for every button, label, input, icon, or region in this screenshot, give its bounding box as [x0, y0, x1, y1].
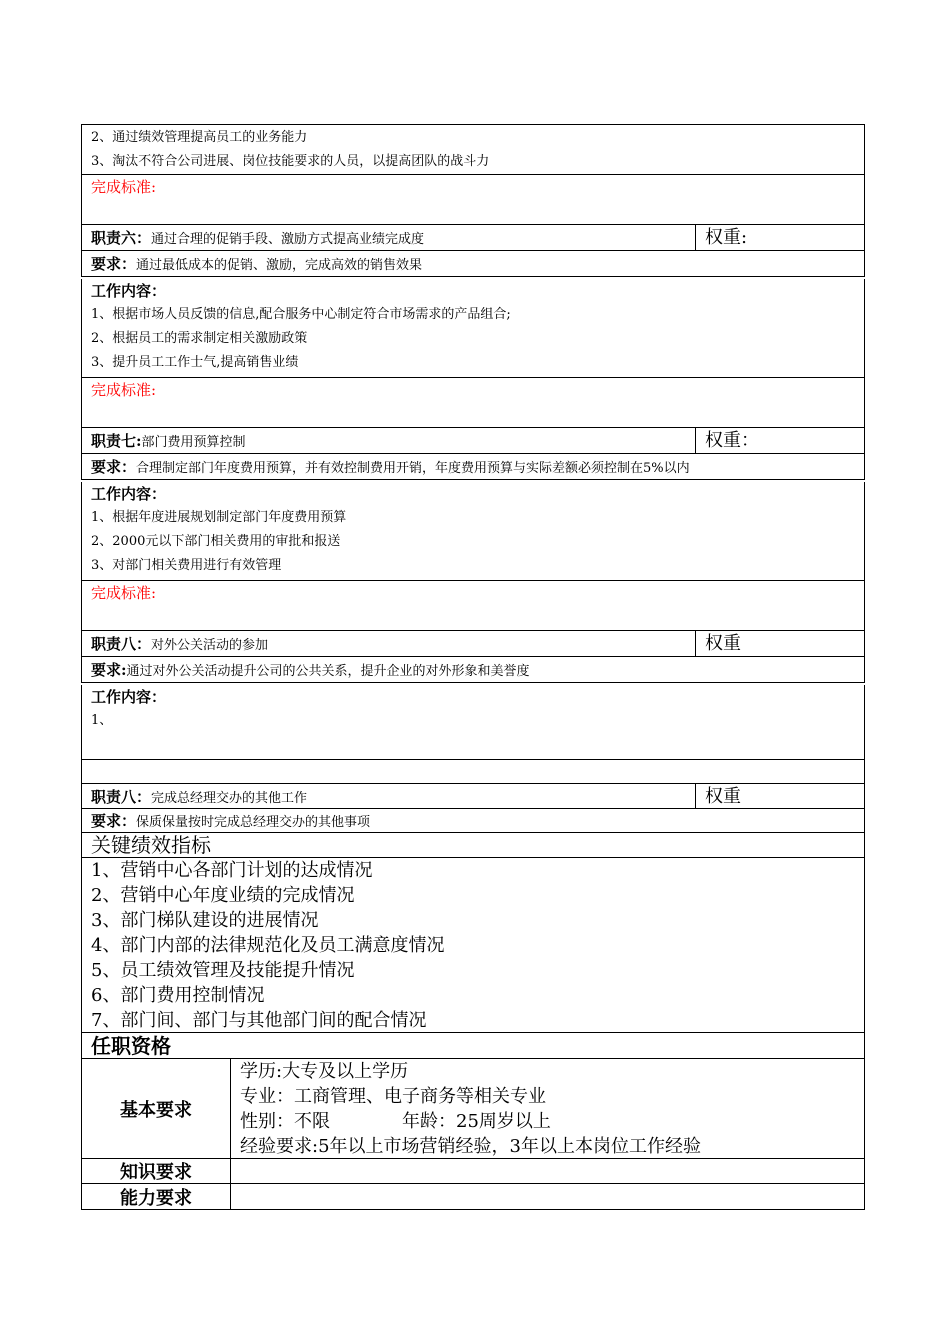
- duty5-standard-row: [81, 175, 865, 225]
- ability-requirements-row: [81, 1184, 865, 1210]
- qualification-heading-row: [81, 1033, 865, 1059]
- work-item: 1、: [91, 713, 113, 728]
- duty5-work-content: [81, 124, 865, 175]
- requirement-label: 要求:: [91, 661, 127, 679]
- duty7-requirement-row: [81, 454, 865, 480]
- duty-title-text: 通过合理的促销手段、激励方式提高业绩完成度: [151, 232, 425, 247]
- completion-standard-label: 完成标准:: [91, 178, 157, 196]
- duty7-title-row: [81, 428, 865, 454]
- weight-label: 权重: [705, 786, 741, 807]
- requirement-text: 保质保量按时完成总经理交办的其他事项: [136, 815, 371, 830]
- requirement-label: 要求：: [91, 255, 137, 273]
- knowledge-requirements-row: [81, 1159, 865, 1184]
- kpi-item: 4、部门内部的法律规范化及员工满意度情况: [91, 935, 445, 956]
- duty-title-text: 完成总经理交办的其他工作: [151, 791, 308, 806]
- weight-label: 权重: [705, 633, 741, 654]
- education-requirement: 学历:大专及以上学历: [240, 1061, 409, 1082]
- gender-requirement: 性别：不限: [240, 1111, 330, 1132]
- kpi-item: 5、员工绩效管理及技能提升情况: [91, 960, 355, 981]
- work-item: 3、淘汰不符合公司进展、岗位技能要求的人员，以提高团队的战斗力: [91, 154, 490, 169]
- requirement-text: 通过最低成本的促销、激励，完成高效的销售效果: [136, 258, 423, 273]
- work-item: 3、对部门相关费用进行有效管理: [91, 558, 282, 573]
- completion-standard-label: 完成标准:: [91, 584, 157, 602]
- kpi-item: 3、部门梯队建设的进展情况: [91, 910, 319, 931]
- duty6-standard-row: [81, 378, 865, 428]
- duty8a-title-row: [81, 631, 865, 657]
- duty8a-requirement-row: [81, 657, 865, 683]
- requirement-text: 合理制定部门年度费用预算，并有效控制费用开销，年度费用预算与实际差额必须控制在5%以内: [136, 461, 690, 476]
- kpi-heading: 关键绩效指标: [91, 833, 211, 857]
- work-item: 2、2000元以下部门相关费用的审批和报送: [91, 534, 341, 549]
- completion-standard-label: 完成标准:: [91, 381, 157, 399]
- empty-row: [81, 760, 865, 784]
- work-content-label: 工作内容：: [91, 688, 167, 706]
- kpi-item: 1、营销中心各部门计划的达成情况: [91, 860, 373, 881]
- duty6-work-content: [81, 279, 865, 378]
- duty7-work-content: [81, 482, 865, 581]
- gender-age-line: [240, 1109, 864, 1134]
- work-item: 2、通过绩效管理提高员工的业务能力: [91, 130, 308, 145]
- work-item: 1、根据年度进展规划制定部门年度费用预算: [91, 510, 347, 525]
- requirement-label: 要求：: [91, 458, 137, 476]
- experience-requirement: 经验要求:5年以上市场营销经验，3年以上本岗位工作经验: [240, 1136, 701, 1157]
- work-content-label: 工作内容：: [91, 282, 167, 300]
- duty8b-requirement-row: [81, 809, 865, 833]
- work-item: 3、提升员工工作士气,提高销售业绩: [91, 355, 299, 370]
- basic-requirements-value: [231, 1059, 864, 1158]
- duty8b-title-row: [81, 784, 865, 809]
- duty-title-label: 职责八：: [91, 635, 152, 653]
- age-requirement: 年龄：25周岁以上: [402, 1111, 551, 1132]
- qualification-heading: 任职资格: [91, 1034, 171, 1058]
- requirement-label: 要求：: [91, 812, 137, 830]
- job-description-table: [81, 124, 865, 1210]
- duty6-title-row: [81, 225, 865, 251]
- basic-requirements-label: 基本要求: [82, 1059, 231, 1158]
- work-item: 1、根据市场人员反馈的信息,配合服务中心制定符合市场需求的产品组合;: [91, 307, 511, 322]
- duty-title-label: 职责八：: [91, 788, 152, 806]
- basic-requirements-row: [81, 1059, 865, 1159]
- kpi-item: 2、营销中心年度业绩的完成情况: [91, 885, 355, 906]
- kpi-item: 6、部门费用控制情况: [91, 985, 265, 1006]
- duty8a-work-content: [81, 685, 865, 760]
- duty-title-text: 部门费用预算控制: [141, 435, 246, 450]
- kpi-heading-row: [81, 833, 865, 858]
- work-content-label: 工作内容：: [91, 485, 167, 503]
- duty-title-label: 职责六：: [91, 229, 152, 247]
- ability-requirements-value: [231, 1184, 864, 1209]
- kpi-item: 7、部门间、部门与其他部门间的配合情况: [91, 1010, 427, 1031]
- requirement-text: 通过对外公关活动提升公司的公共关系，提升企业的对外形象和美誉度: [126, 664, 530, 679]
- duty-title-label: 职责七:: [91, 432, 142, 450]
- weight-label: 权重:: [705, 227, 748, 248]
- weight-label: 权重：: [705, 430, 759, 451]
- duty6-requirement-row: [81, 251, 865, 277]
- work-item: 2、根据员工的需求制定相关激励政策: [91, 331, 308, 346]
- kpi-list: [81, 858, 865, 1033]
- knowledge-requirements-value: [231, 1159, 864, 1183]
- duty7-standard-row: [81, 581, 865, 631]
- knowledge-requirements-label: 知识要求: [82, 1159, 231, 1183]
- major-requirement: 专业：工商管理、电子商务等相关专业: [240, 1086, 546, 1107]
- ability-requirements-label: 能力要求: [82, 1184, 231, 1209]
- duty-title-text: 对外公关活动的参加: [151, 638, 269, 653]
